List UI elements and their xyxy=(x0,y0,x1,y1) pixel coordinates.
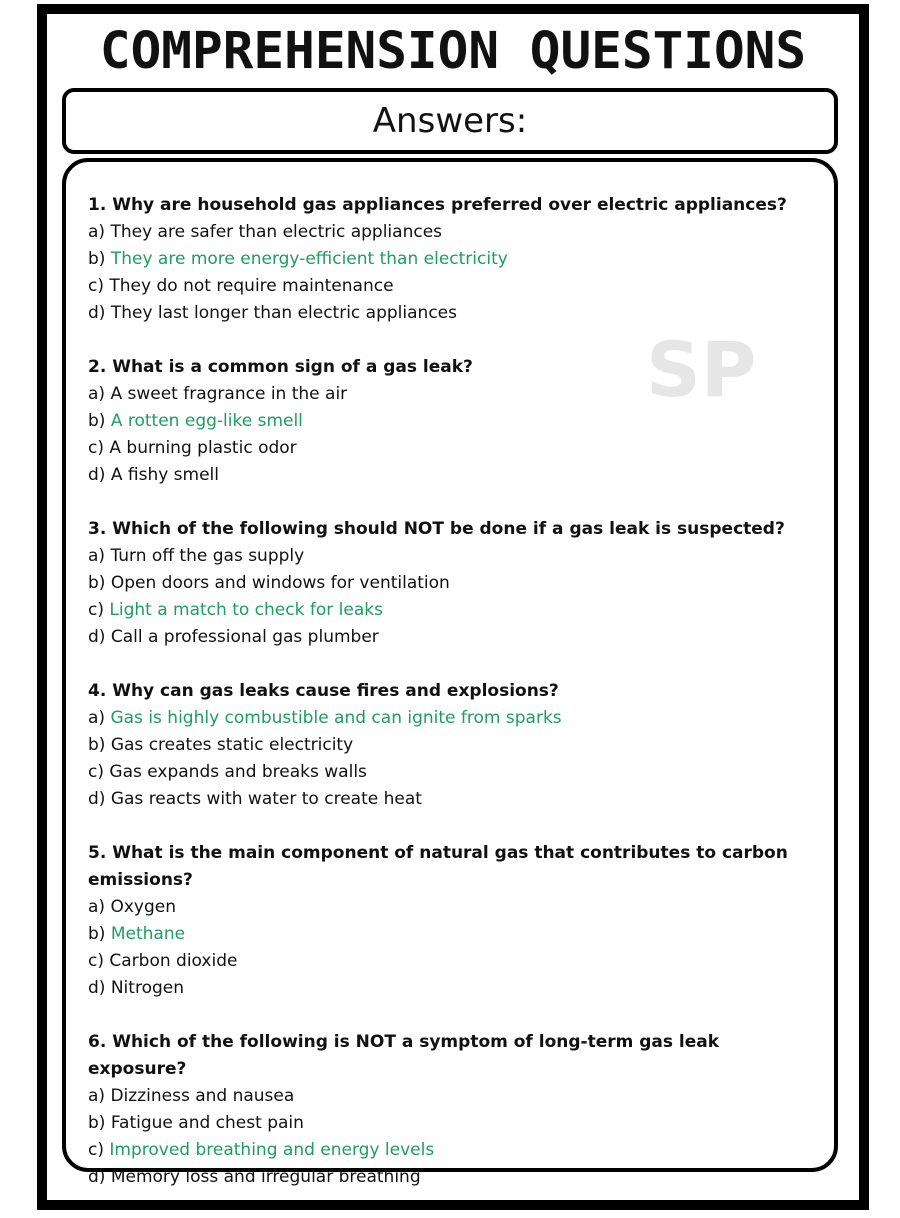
option-text: Nitrogen xyxy=(110,978,184,998)
answers-header-box xyxy=(62,88,838,154)
option-text: Improved breathing and energy levels xyxy=(109,1140,435,1160)
question-text: 5. What is the main component of natural gas that contributes to carbon emissions? xyxy=(88,843,788,890)
option-c xyxy=(88,1137,818,1164)
option-letter: c) xyxy=(88,438,104,458)
option-d xyxy=(88,462,818,489)
option-c xyxy=(88,435,818,462)
option-a xyxy=(88,381,818,408)
option-text: Carbon dioxide xyxy=(109,951,238,971)
answers-label: Answers: xyxy=(372,101,528,141)
question-text: 2. What is a common sign of a gas leak? xyxy=(88,357,473,377)
option-a xyxy=(88,543,818,570)
option-b xyxy=(88,921,818,948)
question-2 xyxy=(88,354,818,489)
option-b xyxy=(88,246,818,273)
question-text: 3. Which of the following should NOT be done if a gas leak is suspected? xyxy=(88,519,785,539)
option-a xyxy=(88,705,818,732)
option-text: Call a professional gas plumber xyxy=(110,627,379,647)
option-text: Fatigue and chest pain xyxy=(110,1113,304,1133)
option-letter: a) xyxy=(88,897,106,917)
option-letter: a) xyxy=(88,222,106,242)
option-letter: a) xyxy=(88,1086,106,1106)
option-d xyxy=(88,786,818,813)
option-text: Light a match to check for leaks xyxy=(109,600,383,620)
option-b xyxy=(88,1110,818,1137)
option-letter: d) xyxy=(88,978,106,998)
option-letter: d) xyxy=(88,1167,106,1187)
option-text: A rotten egg-like smell xyxy=(110,411,303,431)
option-letter: d) xyxy=(88,627,106,647)
option-letter: c) xyxy=(88,762,104,782)
option-text: Open doors and windows for ventilation xyxy=(110,573,450,593)
option-letter: c) xyxy=(88,600,104,620)
option-d xyxy=(88,624,818,651)
option-text: A fishy smell xyxy=(110,465,220,485)
option-letter: d) xyxy=(88,789,106,809)
option-d xyxy=(88,975,818,1002)
option-letter: b) xyxy=(88,573,106,593)
option-c xyxy=(88,948,818,975)
question-4 xyxy=(88,678,818,813)
option-c xyxy=(88,759,818,786)
option-text: Oxygen xyxy=(110,897,176,917)
watermark: SP xyxy=(646,325,757,414)
option-b xyxy=(88,732,818,759)
option-letter: b) xyxy=(88,411,106,431)
option-letter: b) xyxy=(88,735,106,755)
option-letter: c) xyxy=(88,276,104,296)
option-text: A sweet fragrance in the air xyxy=(110,384,348,404)
option-letter: b) xyxy=(88,924,106,944)
question-text: 4. Why can gas leaks cause fires and explosions? xyxy=(88,681,559,701)
option-text: They are more energy-efficient than electricity xyxy=(110,249,508,269)
question-list xyxy=(88,192,818,1218)
question-text: 1. Why are household gas appliances preferred over electric appliances? xyxy=(88,195,787,215)
option-text: Gas is highly combustible and can ignite from sparks xyxy=(110,708,562,728)
option-a xyxy=(88,219,818,246)
option-letter: c) xyxy=(88,1140,104,1160)
option-letter: a) xyxy=(88,384,106,404)
option-a xyxy=(88,1083,818,1110)
option-text: They do not require maintenance xyxy=(109,276,394,296)
option-text: They last longer than electric appliances xyxy=(110,303,457,323)
option-text: Turn off the gas supply xyxy=(110,546,305,566)
option-c xyxy=(88,273,818,300)
option-text: Dizziness and nausea xyxy=(110,1086,295,1106)
option-c xyxy=(88,597,818,624)
option-letter: b) xyxy=(88,1113,106,1133)
option-letter: d) xyxy=(88,465,106,485)
page-title: COMPREHENSION QUESTIONS xyxy=(99,22,807,81)
option-letter: c) xyxy=(88,951,104,971)
option-d xyxy=(88,300,818,327)
option-text: Methane xyxy=(110,924,186,944)
option-letter: b) xyxy=(88,249,106,269)
option-text: Gas reacts with water to create heat xyxy=(110,789,422,809)
option-text: A burning plastic odor xyxy=(109,438,297,458)
option-d xyxy=(88,1164,818,1191)
option-text: Memory loss and irregular breathing xyxy=(110,1167,421,1187)
option-letter: a) xyxy=(88,708,106,728)
question-1 xyxy=(88,192,818,327)
questions-panel xyxy=(62,158,838,1187)
question-text: 6. Which of the following is NOT a symptom of long-term gas leak exposure? xyxy=(88,1032,720,1079)
question-6 xyxy=(88,1029,818,1191)
option-text: Gas creates static electricity xyxy=(110,735,354,755)
question-5 xyxy=(88,840,818,1002)
question-3 xyxy=(88,516,818,651)
option-text: Gas expands and breaks walls xyxy=(109,762,367,782)
option-b xyxy=(88,408,818,435)
option-letter: a) xyxy=(88,546,106,566)
option-b xyxy=(88,570,818,597)
option-letter: d) xyxy=(88,303,106,323)
option-a xyxy=(88,894,818,921)
option-text: They are safer than electric appliances xyxy=(110,222,443,242)
